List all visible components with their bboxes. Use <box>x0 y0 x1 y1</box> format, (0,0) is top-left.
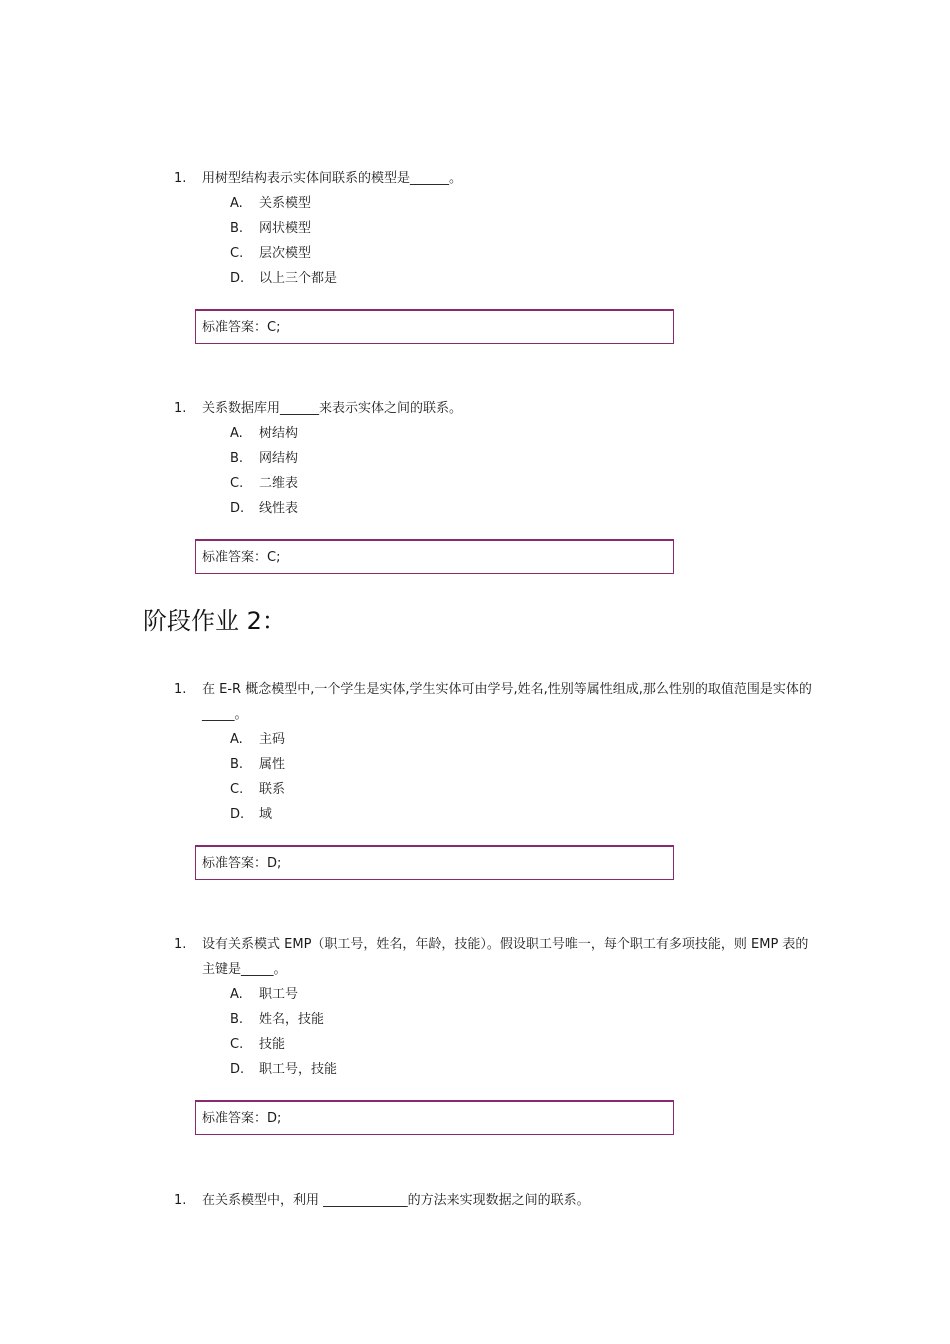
option-b <box>230 216 311 241</box>
question-text: 关系数据库用______来表示实体之间的联系。 <box>202 401 463 416</box>
option-text: 职工号，技能 <box>259 1062 338 1077</box>
option-letter: A. <box>230 987 243 1002</box>
question-number: 1. <box>174 937 187 952</box>
option-d <box>230 1057 337 1082</box>
option-letter: A. <box>230 732 243 747</box>
option-text: 联系 <box>259 782 286 797</box>
option-a <box>230 191 311 216</box>
question-number: 1. <box>174 171 187 186</box>
option-a <box>230 982 298 1007</box>
option-letter: B. <box>230 1012 244 1027</box>
option-text: 域 <box>259 807 273 822</box>
option-b <box>230 446 298 471</box>
option-text: 职工号 <box>259 987 299 1002</box>
option-text: 线性表 <box>259 501 299 516</box>
option-b <box>230 752 285 777</box>
question-number: 1. <box>174 1193 187 1208</box>
answer-box: 标准答案：C; <box>195 309 674 344</box>
option-letter: B. <box>230 757 244 772</box>
section-heading: 阶段作业 2： <box>143 607 286 635</box>
answer-box: 标准答案：D; <box>195 845 674 880</box>
option-d <box>230 496 298 521</box>
option-letter: B. <box>230 451 244 466</box>
option-text: 二维表 <box>259 476 299 491</box>
option-text: 姓名，技能 <box>259 1012 325 1027</box>
question-text: 设有关系模式 EMP（职工号，姓名，年龄，技能）。假设职工号唯一，每个职工有多项技能，则 EMP 表的主键是_____。 <box>202 937 809 977</box>
option-letter: B. <box>230 221 244 236</box>
option-letter: A. <box>230 196 243 211</box>
option-text: 主码 <box>259 732 286 747</box>
question-text: 用树型结构表示实体间联系的模型是______。 <box>202 171 463 186</box>
option-letter: A. <box>230 426 243 441</box>
option-letter: C. <box>230 246 244 261</box>
question-text: 在关系模型中，利用 _____________的方法来实现数据之间的联系。 <box>202 1193 590 1208</box>
question-text: 在 E-R 概念模型中,一个学生是实体,学生实体可由学号,姓名,性别等属性组成,那么性别的取值范围是实体的_____。 <box>202 682 812 722</box>
option-a <box>230 727 285 752</box>
option-text: 关系模型 <box>259 196 312 211</box>
question-number: 1. <box>174 682 187 697</box>
option-letter: D. <box>230 271 245 286</box>
question-number: 1. <box>174 401 187 416</box>
option-text: 技能 <box>259 1037 286 1052</box>
option-text: 网结构 <box>259 451 299 466</box>
option-letter: D. <box>230 807 245 822</box>
option-a <box>230 421 298 446</box>
option-letter: D. <box>230 1062 245 1077</box>
option-letter: C. <box>230 1037 244 1052</box>
option-letter: D. <box>230 501 245 516</box>
option-d <box>230 802 272 827</box>
option-c <box>230 471 298 496</box>
option-c <box>230 1032 285 1057</box>
answer-box: 标准答案：D; <box>195 1100 674 1135</box>
option-c <box>230 241 311 266</box>
option-c <box>230 777 285 802</box>
option-text: 以上三个都是 <box>259 271 338 286</box>
answer-box: 标准答案：C; <box>195 539 674 574</box>
option-text: 树结构 <box>259 426 299 441</box>
option-b <box>230 1007 324 1032</box>
option-letter: C. <box>230 476 244 491</box>
option-text: 层次模型 <box>259 246 312 261</box>
option-d <box>230 266 337 291</box>
option-letter: C. <box>230 782 244 797</box>
option-text: 属性 <box>259 757 286 772</box>
option-text: 网状模型 <box>259 221 312 236</box>
